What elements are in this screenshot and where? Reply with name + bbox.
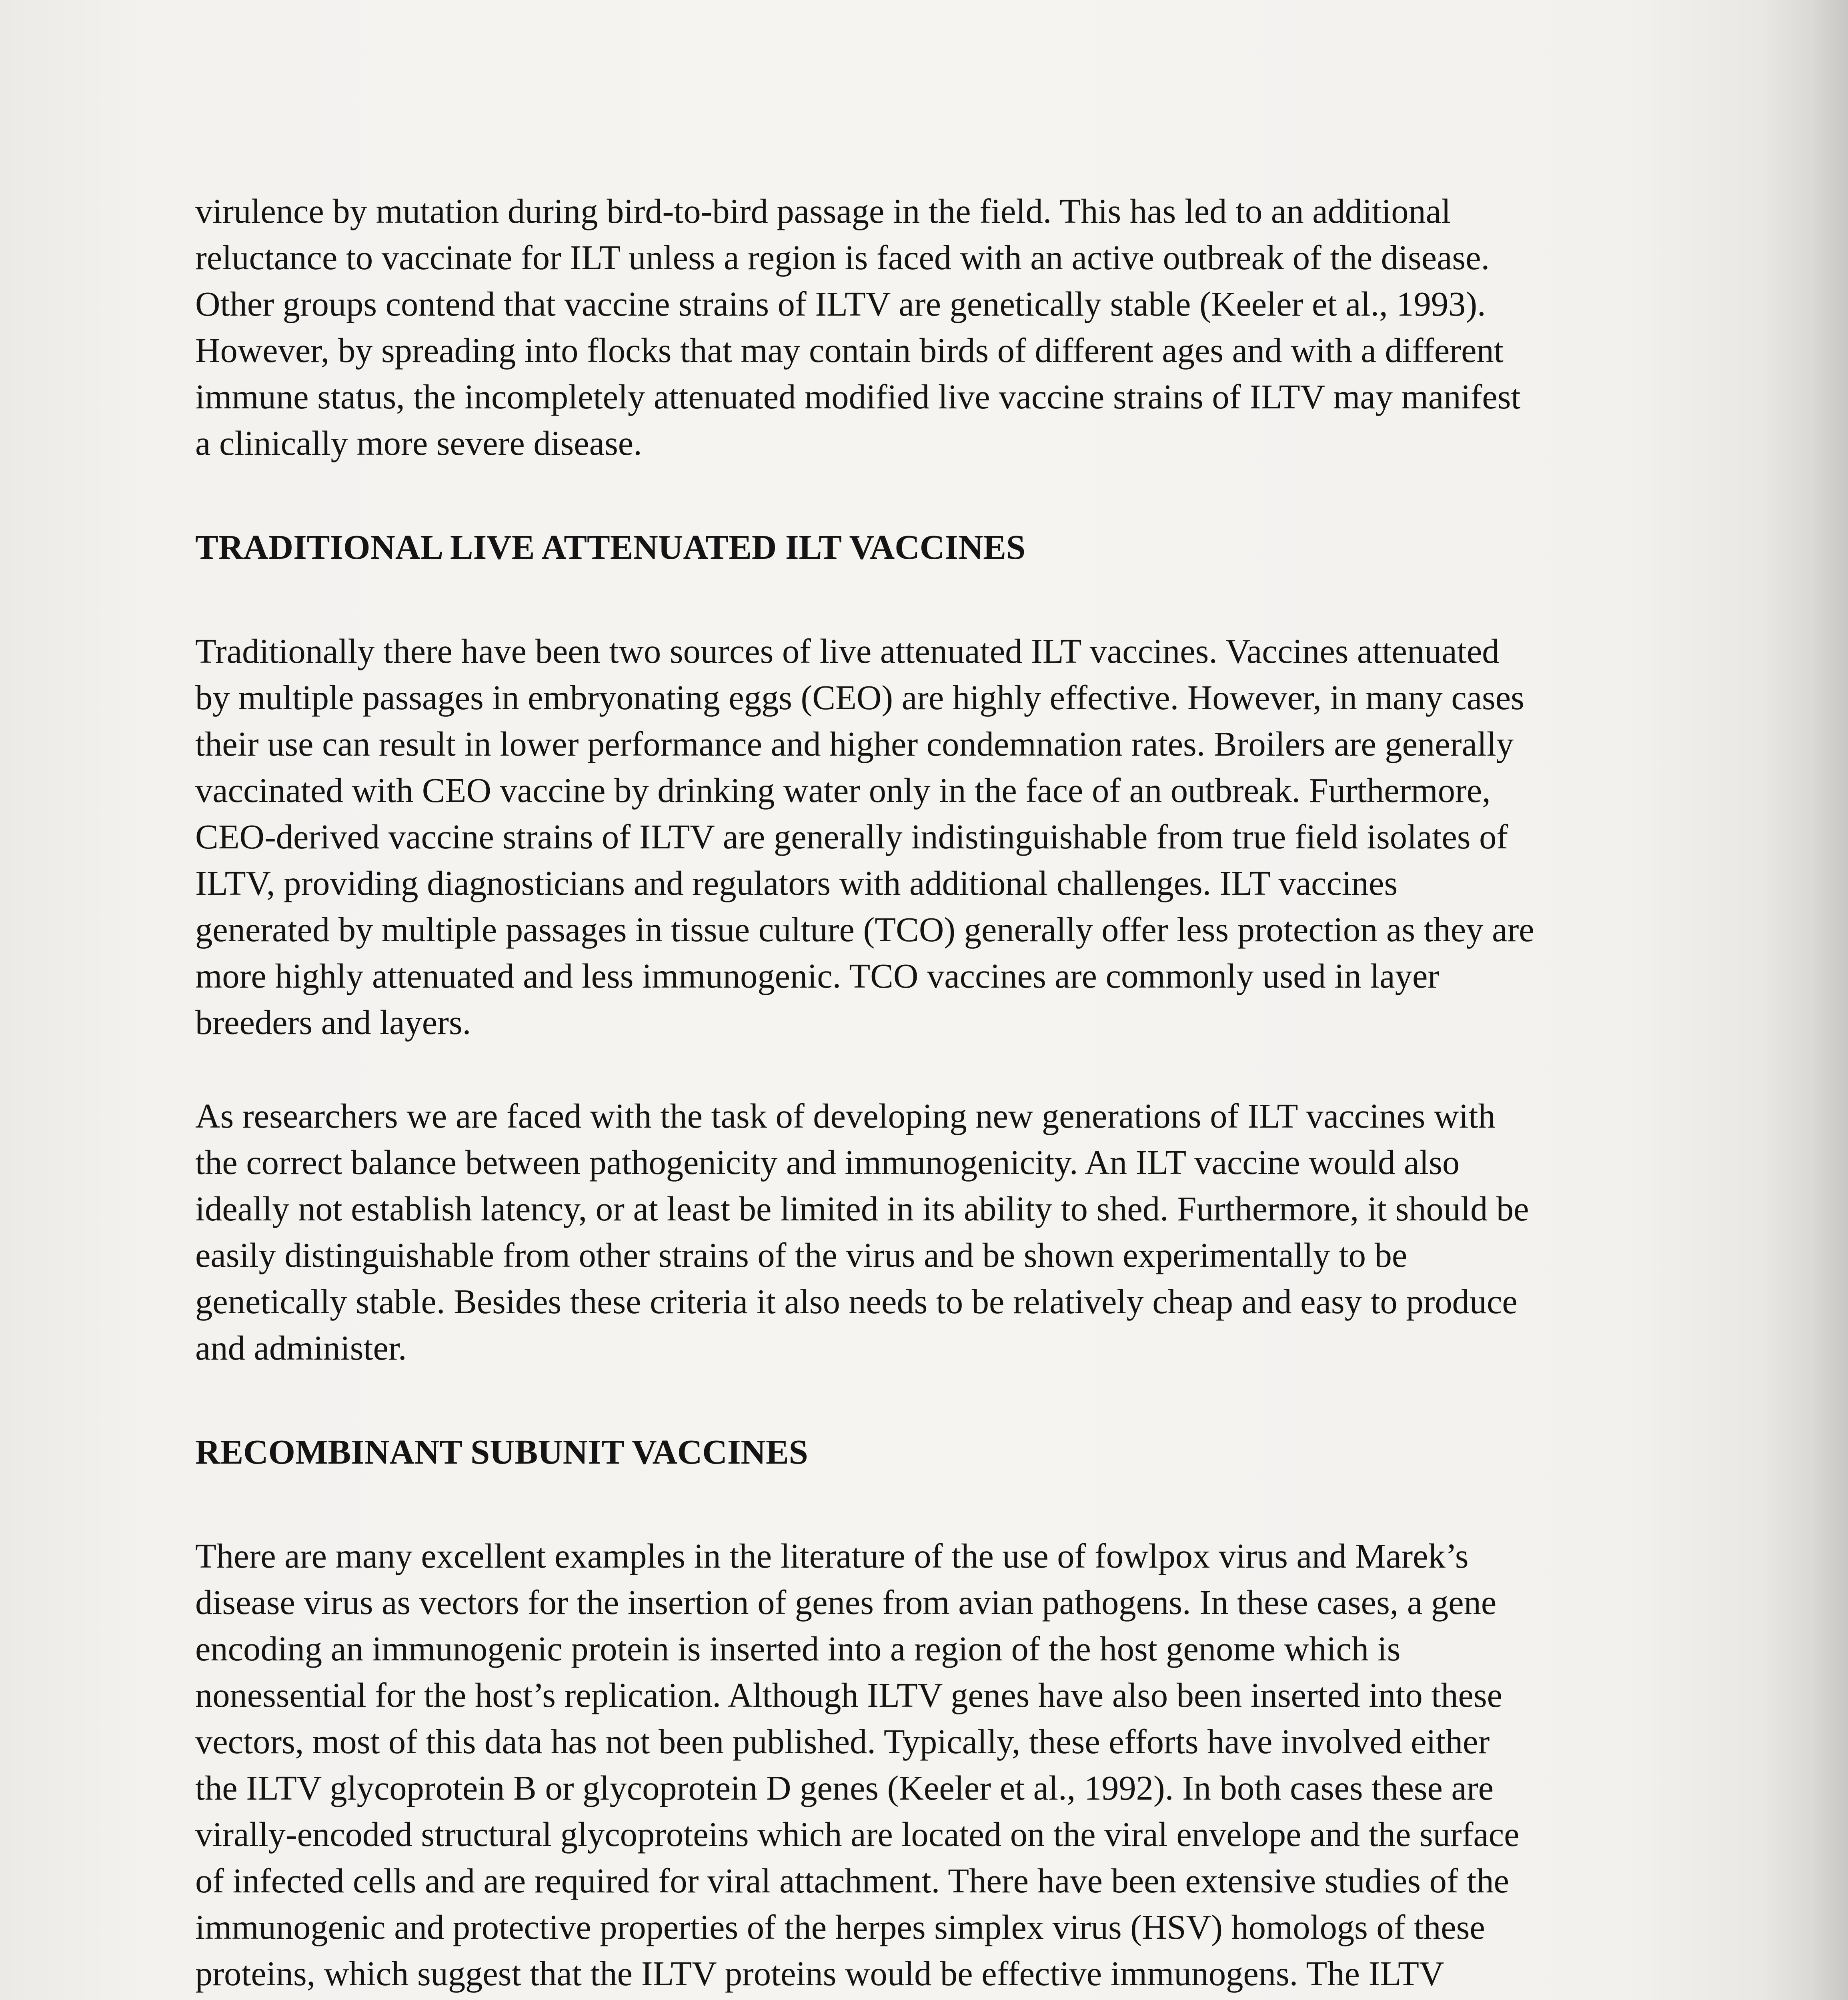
- text-line: and administer.: [195, 1329, 407, 1367]
- page-edge-shadow: [1760, 0, 1848, 2000]
- section-heading-traditional: TRADITIONAL LIVE ATTENUATED ILT VACCINES: [195, 528, 1026, 566]
- section-heading-recombinant: RECOMBINANT SUBUNIT VACCINES: [195, 1433, 808, 1471]
- text-line: As researchers we are faced with the task of developing new generations of ILT vaccines with: [195, 1097, 1496, 1135]
- traditional-paragraph: [195, 628, 1756, 1046]
- text-line: proteins, which suggest that the ILTV proteins would be effective immunogens. The ILTV: [195, 1954, 1444, 1993]
- text-line: generated by multiple passages in tissue culture (TCO) generally offer less protection as they are: [195, 910, 1534, 949]
- text-line: the ILTV glycoprotein B or glycoprotein D genes (Keeler et al., 1992). In both cases these are: [195, 1769, 1494, 1807]
- intro-paragraph: [195, 188, 1756, 466]
- text-line: virulence by mutation during bird-to-bird passage in the field. This has led to an additional: [195, 192, 1451, 230]
- text-line: Other groups contend that vaccine strains of ILTV are genetically stable (Keeler et al., 1993).: [195, 285, 1486, 323]
- text-line: [195, 1997, 1756, 2000]
- text-line: more highly attenuated and less immunogenic. TCO vaccines are commonly used in layer: [195, 957, 1440, 995]
- text-line: CEO-derived vaccine strains of ILTV are generally indistinguishable from true field isolates of: [195, 818, 1508, 856]
- text-line: by multiple passages in embryonating eggs (CEO) are highly effective. However, in many cases: [195, 678, 1524, 717]
- text-line: Traditionally there have been two sources of live attenuated ILT vaccines. Vaccines attenuated: [195, 632, 1500, 670]
- text-line: their use can result in lower performance and higher condemnation rates. Broilers are generally: [195, 725, 1514, 763]
- text-line: There are many excellent examples in the literature of the use of fowlpox virus and Marek’s: [195, 1537, 1469, 1575]
- text-line: However, by spreading into flocks that may contain birds of different ages and with a different: [195, 331, 1504, 370]
- text-line: vectors, most of this data has not been published. Typically, these efforts have involved either: [195, 1722, 1490, 1761]
- text-line: virally-encoded structural glycoproteins which are located on the viral envelope and the surface: [195, 1815, 1520, 1854]
- text-line: ideally not establish latency, or at least be limited in its ability to shed. Furthermore, it should be: [195, 1190, 1529, 1228]
- text-line: immune status, the incompletely attenuated modified live vaccine strains of ILTV may manifest: [195, 378, 1521, 416]
- text-line: vaccinated with CEO vaccine by drinking water only in the face of an outbreak. Furthermore,: [195, 771, 1491, 810]
- researchers-paragraph: [195, 1093, 1756, 1371]
- text-line: immunogenic and protective properties of the herpes simplex virus (HSV) homologs of these: [195, 1908, 1485, 1946]
- document-body: [195, 188, 1756, 2000]
- text-line: of infected cells and are required for viral attachment. There have been extensive studies of the: [195, 1862, 1509, 1900]
- text-line: breeders and layers.: [195, 1003, 471, 1042]
- text-line: a clinically more severe disease.: [195, 424, 642, 462]
- text-line: ILTV, providing diagnosticians and regulators with additional challenges. ILT vaccines: [195, 864, 1398, 902]
- text-line: reluctance to vaccinate for ILT unless a region is faced with an active outbreak of the disease.: [195, 238, 1490, 277]
- text-line: disease virus as vectors for the insertion of genes from avian pathogens. In these cases, a gene: [195, 1583, 1497, 1622]
- text-line: the correct balance between pathogenicity and immunogenicity. An ILT vaccine would also: [195, 1143, 1460, 1182]
- text-line: genetically stable. Besides these criteria it also needs to be relatively cheap and easy to produce: [195, 1282, 1518, 1321]
- text-line: easily distinguishable from other strains of the virus and be shown experimentally to be: [195, 1236, 1408, 1274]
- text-line: encoding an immunogenic protein is inserted into a region of the host genome which is: [195, 1630, 1401, 1668]
- recombinant-paragraph: [195, 1533, 1756, 2000]
- text-line: nonessential for the host’s replication. Although ILTV genes have also been inserted into these: [195, 1676, 1503, 1714]
